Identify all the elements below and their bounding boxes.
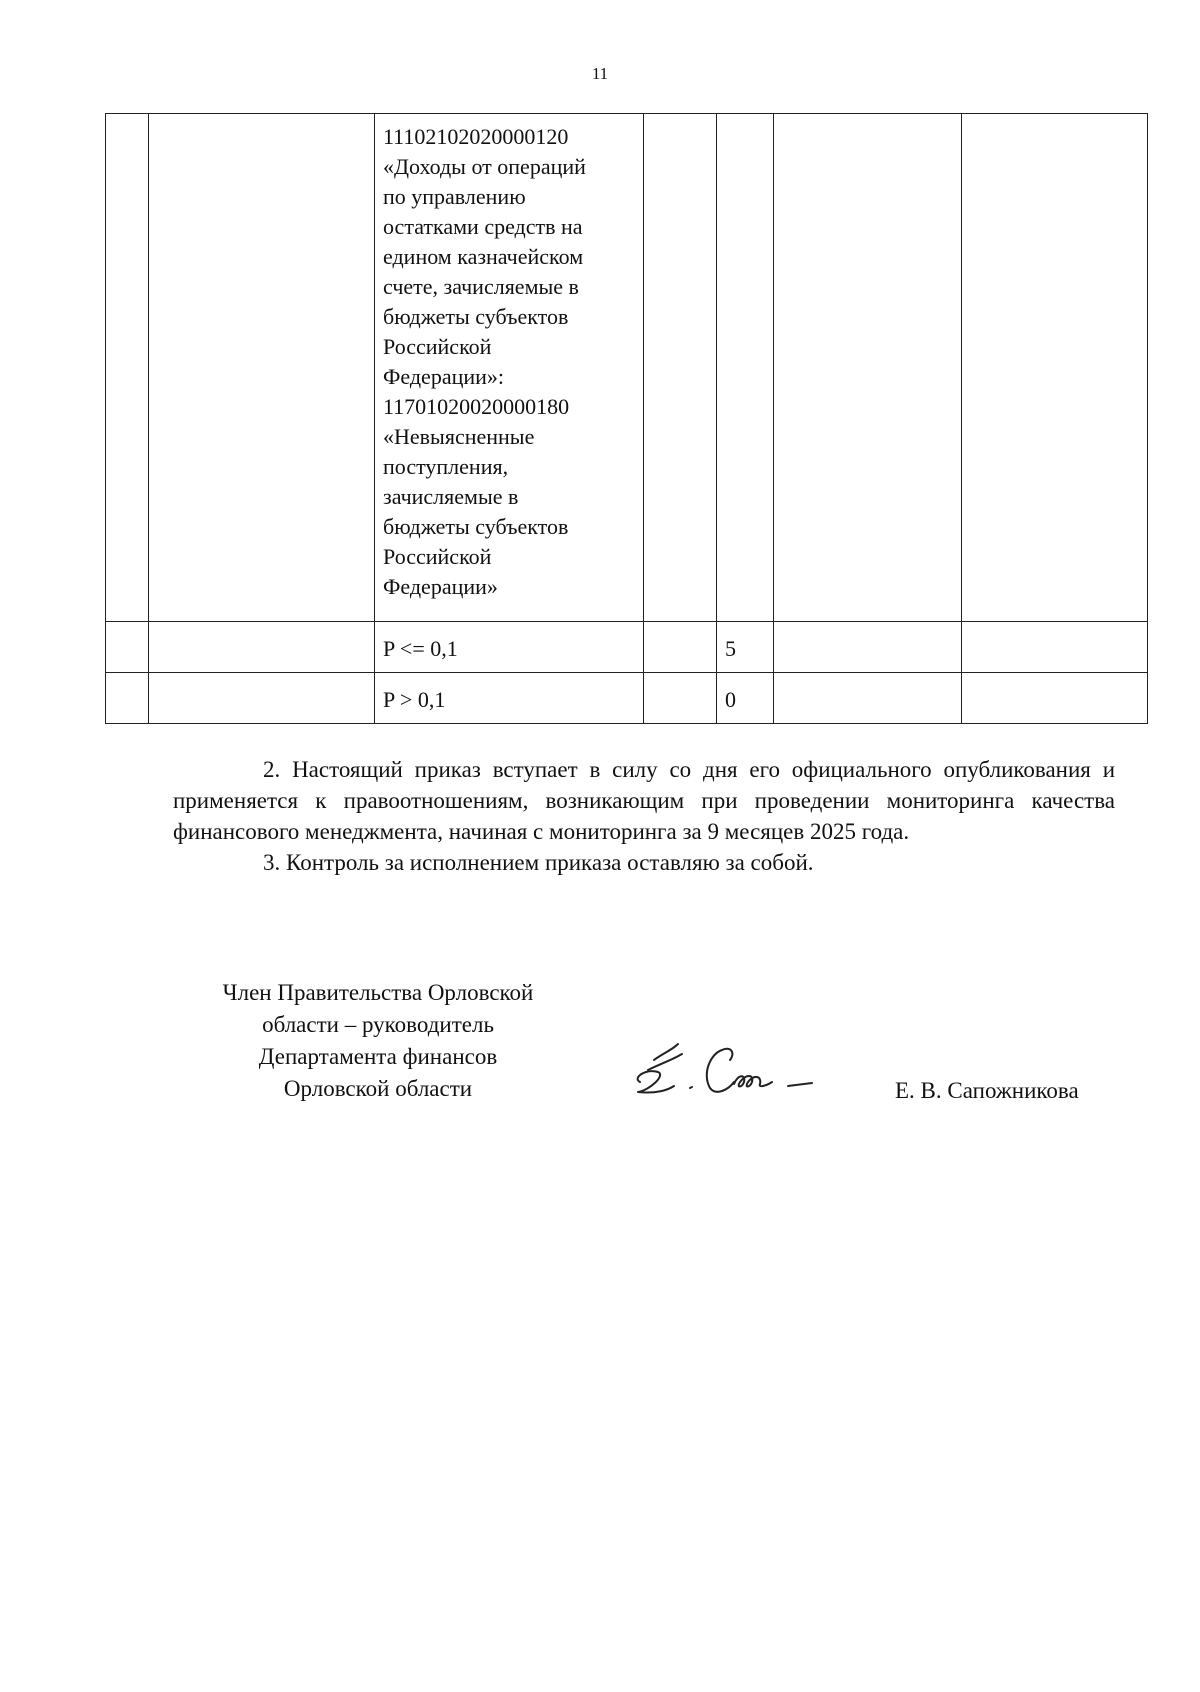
table-cell [774,622,962,673]
criteria-table [105,113,1148,724]
cell-text-line: поступления, [383,454,509,479]
cell-text-line: едином казначейском [383,244,584,269]
cell-text-line: «Невыясненные [383,424,535,449]
table-cell [962,673,1148,724]
signer-name: Е. В. Сапожникова [895,1078,1079,1103]
cell-text-line: бюджеты субъектов [383,514,569,539]
score-cell [717,622,774,673]
position-line: области – руководитель [262,1012,494,1037]
handwritten-signature [626,1030,836,1110]
table-cell [644,114,717,622]
table-cell [774,673,962,724]
cell-text-line: «Доходы от операций [383,154,586,179]
table-cell [962,114,1148,622]
table-cell [644,673,717,724]
table-cell [644,622,717,673]
cell-text-line: 11102102020000120 [383,124,569,149]
position-line: Орловской области [283,1076,473,1101]
cell-text-line: остатками средств на [383,214,583,239]
paragraph-2: 2. Настоящий приказ вступает в силу со дня его официального опубликования и применяется к правоотношениям, возникающим при проведении мониторинга качества финансового менеджмента, начиная с мониторинга за 9 месяцев 2025 года. [173,757,1115,844]
table-cell [774,114,962,622]
indicator-description-cell [375,114,644,622]
table-cell [106,114,149,622]
table-cell [962,622,1148,673]
score-text: 5 [725,636,736,661]
table-row [106,622,1148,673]
cell-text-line: Федерации» [383,574,498,599]
condition-text: P <= 0,1 [383,636,458,661]
condition-cell [375,622,644,673]
table-cell [149,622,375,673]
position-line: Член Правительства Орловской [222,980,534,1005]
table-row [106,673,1148,724]
condition-text: P > 0,1 [383,687,446,712]
score-text: 0 [725,687,736,712]
table-row [106,114,1148,622]
score-cell [717,673,774,724]
table-cell [106,673,149,724]
page-number: 11 [591,64,609,83]
table-cell [106,622,149,673]
cell-text-line: Российской [383,544,492,569]
cell-text-line: зачисляемые в [383,484,519,509]
cell-text-line: по управлению [383,184,526,209]
table-cell [149,673,375,724]
cell-text-line: Федерации»: [383,364,505,389]
cell-text-line: бюджеты субъектов [383,304,569,329]
cell-text-line: Российской [383,334,492,359]
paragraph-3: 3. Контроль за исполнением приказа оставляю за собой. [263,850,814,875]
cell-text-line: счете, зачисляемые в [383,274,579,299]
table-cell [149,114,375,622]
signatory-position [173,977,583,1105]
condition-cell [375,673,644,724]
order-body [173,754,1115,878]
cell-text-line: 11701020020000180 [383,394,570,419]
table-cell [717,114,774,622]
position-line: Департамента финансов [258,1044,498,1069]
